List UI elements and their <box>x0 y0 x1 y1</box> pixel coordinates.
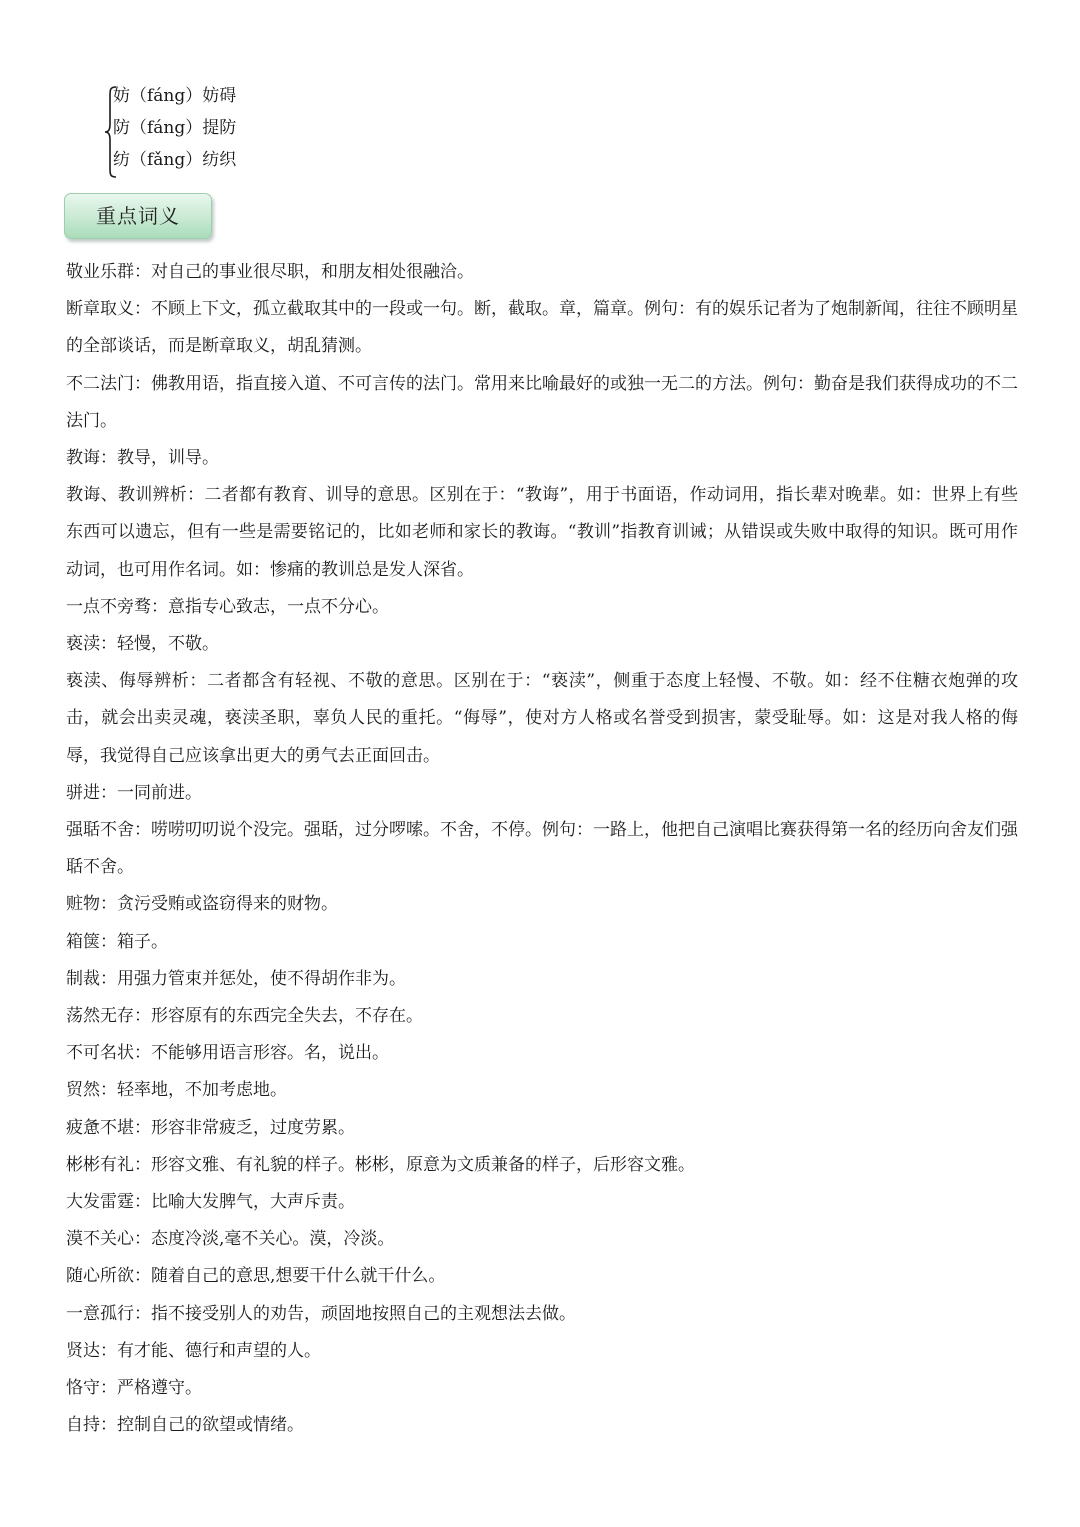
vocabulary-entry: 断章取义：不顾上下文，孤立截取其中的一段或一句。断，截取。章，篇章。例句：有的娱乐记者为了炮制新闻，往往不顾明星的全部谈话，而是断章取义，胡乱猜测。 <box>66 299 1018 357</box>
vocabulary-list <box>66 254 1018 1445</box>
vocabulary-entry: 赃物：贪污受贿或盗窃得来的财物。 <box>66 894 338 915</box>
vocabulary-entry: 敬业乐群：对自己的事业很尽职，和朋友相处很融洽。 <box>66 262 474 282</box>
vocabulary-entry: 一意孤行：指不接受别人的劝告，顽固地按照自己的主观想法去做。 <box>66 1303 576 1324</box>
vocabulary-entry: 漠不关心：态度冷淡,毫不关心。漠，冷淡。 <box>66 1229 395 1250</box>
vocabulary-entry: 一点不旁骛：意指专心致志，一点不分心。 <box>66 596 389 617</box>
vocabulary-entry: 不可名状：不能够用语言形容。名，说出。 <box>66 1043 389 1064</box>
section-title: 重点词义 <box>64 193 212 239</box>
vocabulary-entry: 教诲、教训辨析：二者都有教育、训导的意思。区别在于：“教诲”，用于书面语，作动词用，指长辈对晚辈。如：世界上有些东西可以遗忘，但有一些是需要铭记的，比如老师和家长的教诲。“教训”指教育训诫；从错误或失败中取得的知识。既可用作动词，也可用作名词。如：惨痛的教训总是发人深省。 <box>66 485 1018 580</box>
vocabulary-entry: 贤达：有才能、德行和声望的人。 <box>66 1340 321 1361</box>
vocabulary-entry: 疲惫不堪：形容非常疲乏，过度劳累。 <box>66 1117 355 1138</box>
vocabulary-entry: 亵渎、侮辱辨析：二者都含有轻视、不敬的意思。区别在于：“亵渎”，侧重于态度上轻慢、不敬。如：经不住糖衣炮弹的攻击，就会出卖灵魂，亵渎圣职，辜负人民的重托。“侮辱”，使对方人格或名誉受到损害，蒙受耻辱。如：这是对我人格的侮辱，我觉得自己应该拿出更大的勇气去正面回击。 <box>66 671 1018 766</box>
vocabulary-entry: 荡然无存：形容原有的东西完全失去，不存在。 <box>66 1006 423 1027</box>
vocabulary-entry: 贸然：轻率地，不加考虑地。 <box>66 1080 287 1101</box>
pronunciation-line: 妨（fáng）妨碍 <box>113 86 237 106</box>
vocabulary-entry: 箱箧：箱子。 <box>66 931 168 952</box>
pronunciation-line: 纺（fǎng）纺织 <box>113 150 237 170</box>
vocabulary-entry: 彬彬有礼：形容文雅、有礼貌的样子。彬彬，原意为文质兼备的样子，后形容文雅。 <box>66 1154 695 1175</box>
vocabulary-entry: 不二法门：佛教用语，指直接入道、不可言传的法门。常用来比喻最好的或独一无二的方法。例句：勤奋是我们获得成功的不二法门。 <box>66 373 1018 431</box>
vocabulary-entry: 制裁：用强力管束并惩处，使不得胡作非为。 <box>66 968 406 989</box>
pronunciation-line: 防（fáng）提防 <box>113 118 237 138</box>
vocabulary-entry: 大发雷霆：比喻大发脾气，大声斥责。 <box>66 1192 355 1213</box>
vocabulary-entry: 自持：控制自己的欲望或情绪。 <box>66 1415 304 1436</box>
vocabulary-entry: 随心所欲：随着自己的意思,想要干什么就干什么。 <box>66 1266 446 1287</box>
vocabulary-entry: 骈进：一同前进。 <box>66 782 202 803</box>
vocabulary-entry: 强聒不舍：唠唠叨叨说个没完。强聒，过分啰嗦。不舍，不停。例句：一路上，他把自己演唱比赛获得第一名的经历向舍友们强聒不舍。 <box>66 820 1018 878</box>
vocabulary-entry: 教诲：教导，训导。 <box>66 448 219 469</box>
vocabulary-entry: 恪守：严格遵守。 <box>66 1378 202 1399</box>
vocabulary-entry: 亵渎：轻慢，不敬。 <box>66 634 219 655</box>
